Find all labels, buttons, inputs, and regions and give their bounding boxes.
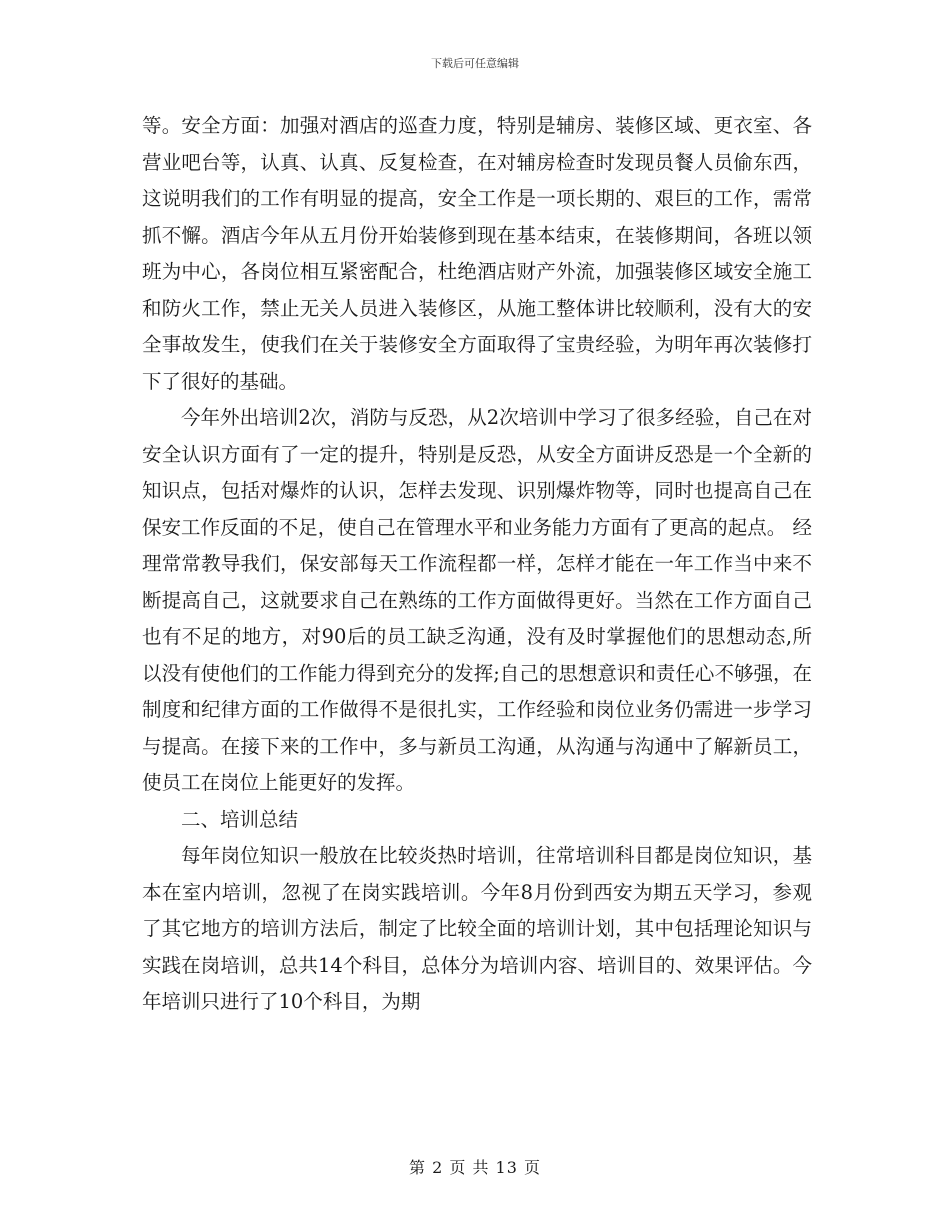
paragraph-security: 等。安全方面：加强对酒店的巡查力度，特别是辅房、装修区域、更衣室、各营业吧台等，认真、认真、反复检查，在对辅房检查时发现员餐人员偷东西，这说明我们的工作有明显的提高，安全工作是一项长期的、艰巨的工作，需常抓不懈。酒店今年从五月份开始装修到现在基本结束，在装修期间，各班以领班为中心，各岗位相互紧密配合，杜绝酒店财产外流，加强装修区域安全施工和防火工作，禁止无关人员进入装修区，从施工整体讲比较顺利，没有大的安全事故发生，使我们在关于装修安全方面取得了宝贵经验，为明年再次装修打下了很好的基础。 bbox=[142, 114, 812, 393]
paragraph-training-external: 今年外出培训2次，消防与反恐，从2次培训中学习了很多经验，自己在对安全认识方面有了一定的提升，特别是反恐，从安全方面讲反恐是一个全新的知识点，包括对爆炸的认识，怎样去发现、识别爆炸物等，同时也提高自己在保安工作反面的不足，使自己在管理水平和业务能力方面有了更高的起点。 经理常常教导我们，保安部每天工作流程都一样，怎样才能在一年工作当中来不断提高自己，这就要求自己在熟练的工作方面做得更好。当然在工作方面自己也有不足的地方，对90后的员工缺乏沟通，没有及时掌握他们的思想动态,所以没有使他们的工作能力得到充分的发挥;自己的思想意识和责任心不够强，在制度和纪律方面的工作做得不是很扎实，工作经验和岗位业务仍需进一步学习与提高。在接下来的工作中，多与新员工沟通，从沟通与沟通中了解新员工，使员工在岗位上能更好的发挥。 bbox=[142, 406, 812, 794]
page-header-note: 下载后可任意编辑 bbox=[431, 57, 519, 70]
document-body bbox=[142, 108, 812, 1021]
paragraph-training-plan: 每年岗位知识一般放在比较炎热时培训，往常培训科目都是岗位知识，基本在室内培训，忽视了在岗实践培训。今年8月份到西安为期五天学习，参观了其它地方的培训方法后，制定了比较全面的培训计划，其中包括理论知识与实践在岗培训，总共14个科目，总体分为培训内容、培训目的、效果评估。今年培训只进行了10个科目，为期 bbox=[142, 844, 812, 1013]
section-heading-training-summary: 二、培训总结 bbox=[181, 807, 299, 831]
page-number: 第 2 页 共 13 页 bbox=[409, 1158, 541, 1177]
